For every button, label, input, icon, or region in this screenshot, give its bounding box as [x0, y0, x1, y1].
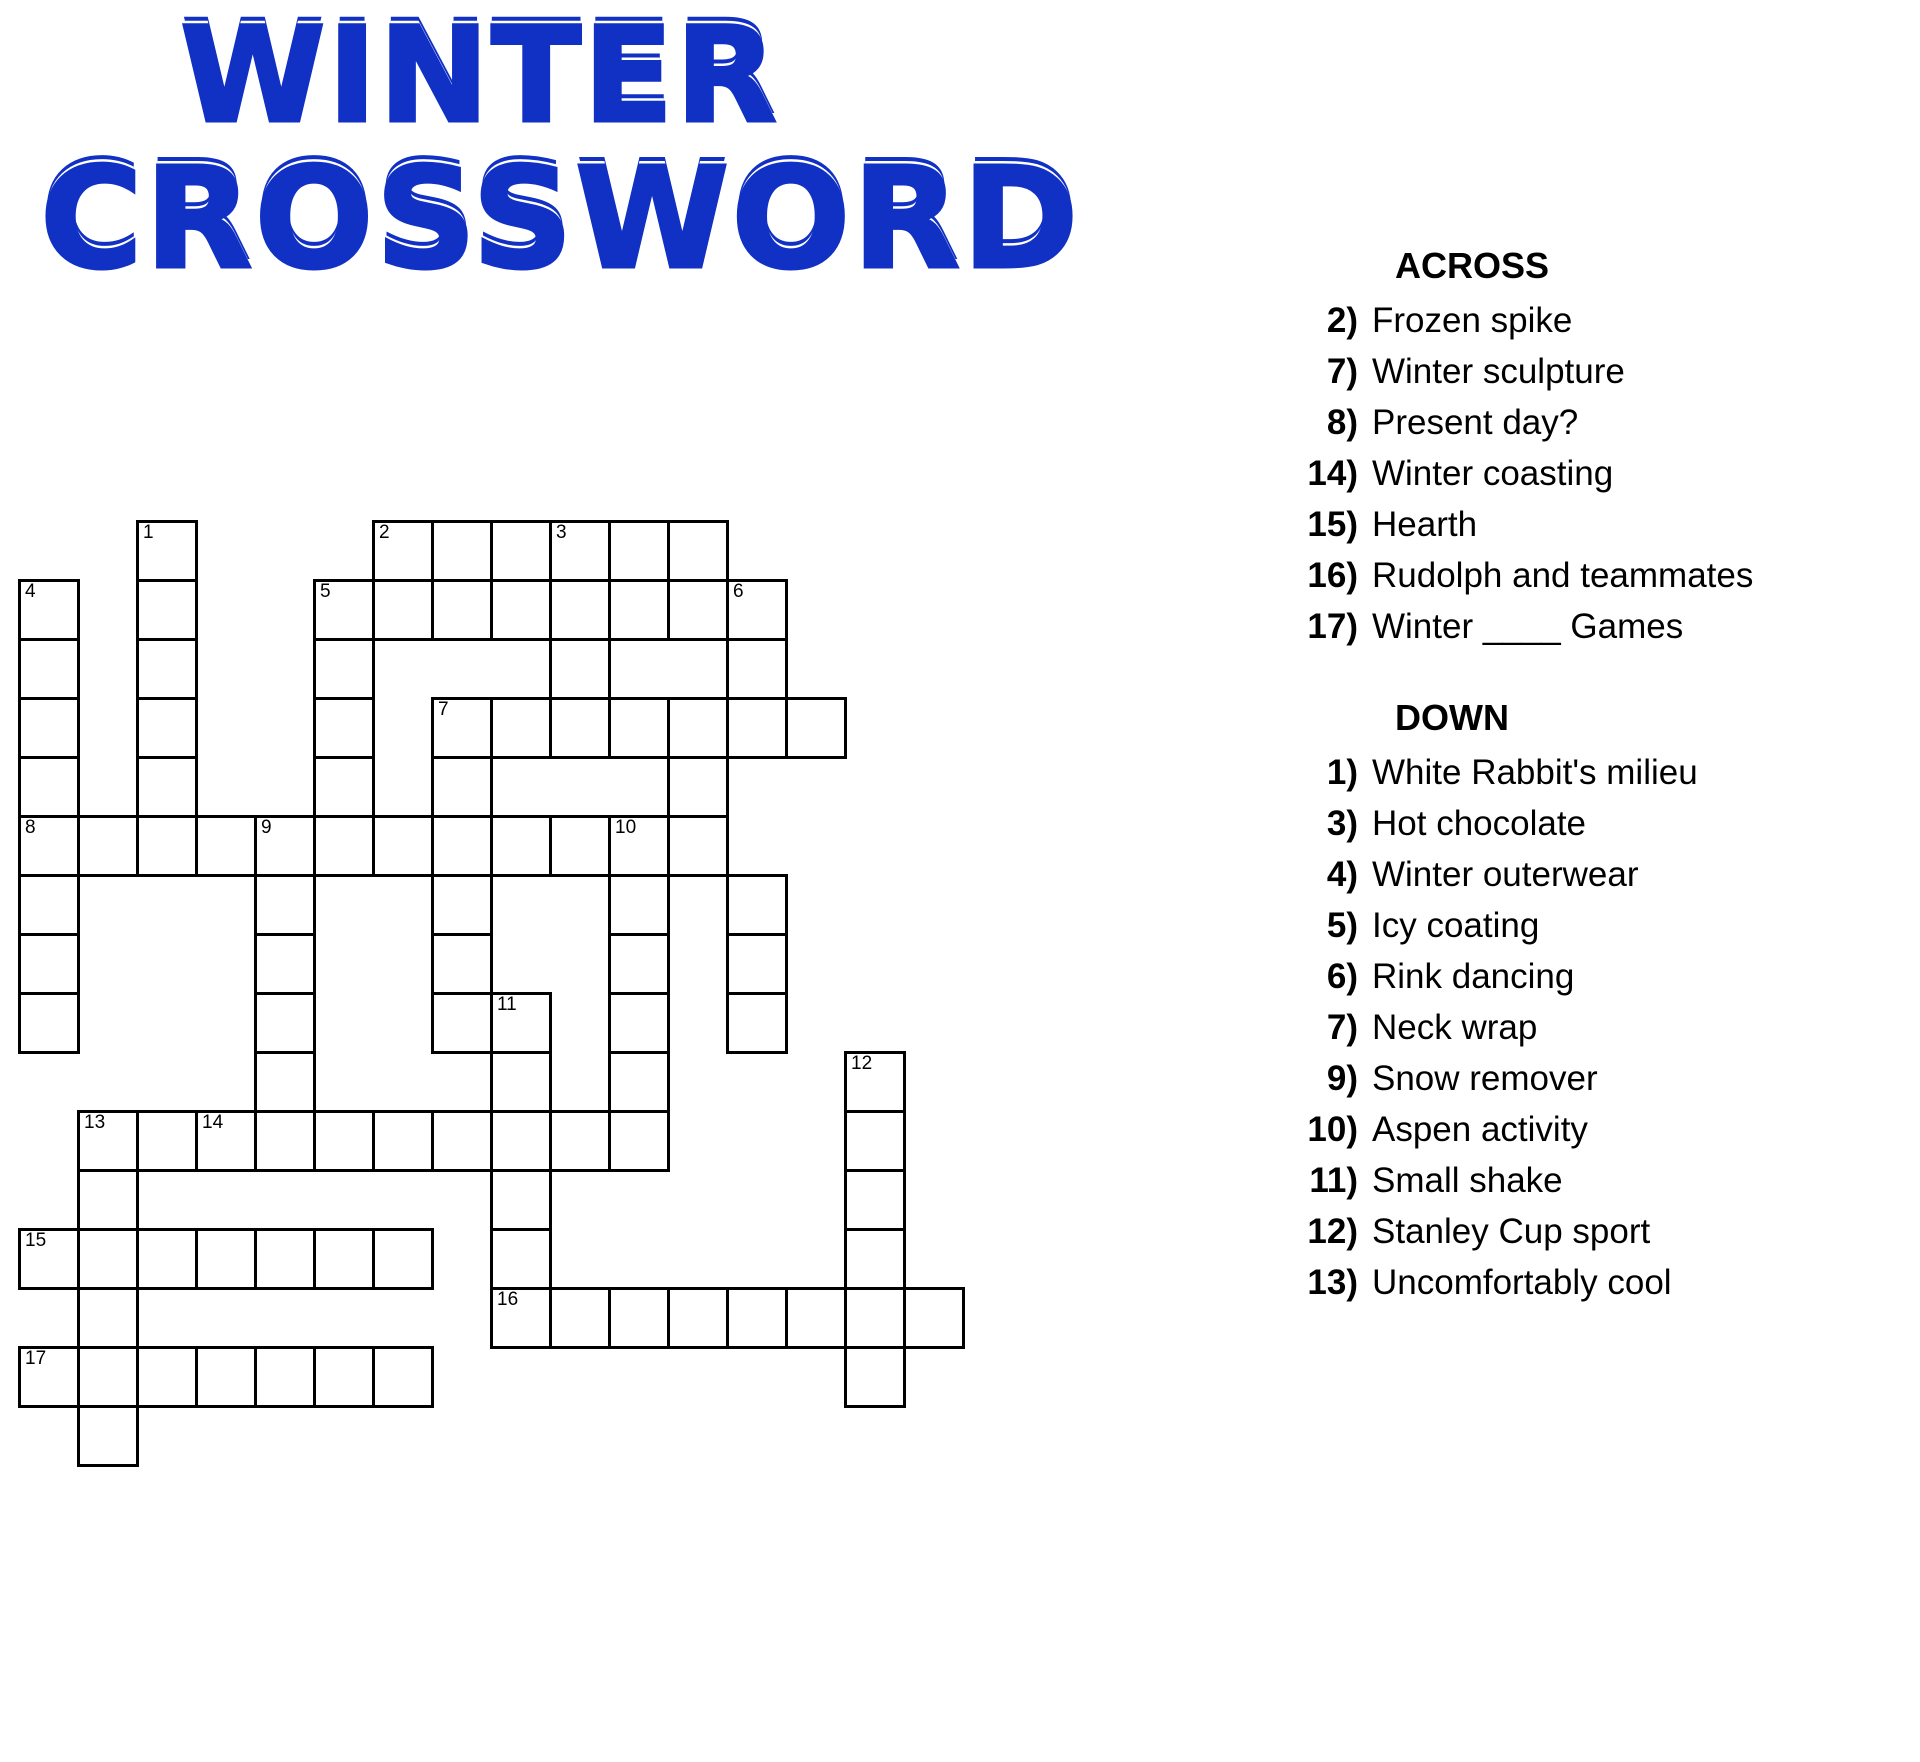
- clue-text: Winter sculpture: [1372, 352, 1625, 391]
- grid-cell[interactable]: [608, 874, 670, 936]
- clue-across-item: [1290, 556, 1910, 596]
- grid-cell[interactable]: [549, 815, 611, 877]
- grid-cell[interactable]: [77, 1287, 139, 1349]
- clue-text: Neck wrap: [1372, 1008, 1538, 1047]
- grid-cell-number: 4: [25, 581, 36, 602]
- clue-text: Hot chocolate: [1372, 804, 1587, 843]
- grid-cell[interactable]: [903, 1287, 965, 1349]
- grid-cell[interactable]: [667, 815, 729, 877]
- grid-cell[interactable]: [726, 638, 788, 700]
- grid-cell-number: 3: [556, 522, 567, 543]
- down-heading: DOWN: [1395, 697, 1509, 738]
- grid-cell[interactable]: [254, 815, 316, 877]
- grid-cell[interactable]: [18, 579, 80, 641]
- clue-number: 10): [1307, 1110, 1358, 1149]
- grid-cell-number: 5: [320, 581, 331, 602]
- grid-cell-number: 1: [143, 522, 154, 543]
- clue-text: Stanley Cup sport: [1372, 1212, 1651, 1251]
- grid-cell[interactable]: [608, 520, 670, 582]
- grid-cell[interactable]: [195, 1228, 257, 1290]
- grid-cell-number: 11: [497, 994, 517, 1015]
- clue-down-item: [1290, 1059, 1910, 1099]
- grid-cell[interactable]: [254, 1110, 316, 1172]
- grid-cell[interactable]: [372, 520, 434, 582]
- grid-cell[interactable]: [549, 638, 611, 700]
- grid-cell[interactable]: [608, 992, 670, 1054]
- clue-text: Frozen spike: [1372, 301, 1573, 340]
- clue-across-item: [1290, 301, 1910, 341]
- clue-number: 16): [1307, 556, 1358, 595]
- grid-cell[interactable]: [549, 520, 611, 582]
- grid-cell[interactable]: [431, 579, 493, 641]
- title-line-crossword: CROSSWORD: [40, 138, 1081, 301]
- grid-cell[interactable]: [726, 874, 788, 936]
- clue-number: 7): [1326, 1008, 1358, 1047]
- grid-cell-number: 6: [733, 581, 744, 602]
- grid-cell-number: 2: [379, 522, 390, 543]
- grid-cell[interactable]: [254, 933, 316, 995]
- grid-cell[interactable]: [608, 933, 670, 995]
- grid-cell[interactable]: [18, 697, 80, 759]
- clue-down-item: [1290, 753, 1910, 793]
- grid-cell[interactable]: [136, 756, 198, 818]
- grid-cell[interactable]: [667, 1287, 729, 1349]
- across-clue-list: [1290, 301, 1910, 647]
- grid-cell[interactable]: [77, 1346, 139, 1408]
- clue-number: 17): [1307, 607, 1358, 646]
- grid-cell-number: 17: [25, 1348, 47, 1369]
- grid-cell[interactable]: [785, 1287, 847, 1349]
- grid-cell-number: 9: [261, 817, 272, 838]
- grid-cell[interactable]: [608, 1110, 670, 1172]
- clue-across-item: [1290, 403, 1910, 443]
- grid-cell[interactable]: [431, 756, 493, 818]
- grid-cell[interactable]: [608, 579, 670, 641]
- grid-cell-number: 8: [25, 817, 36, 838]
- clue-panel: [1290, 245, 1910, 1314]
- grid-cell[interactable]: [136, 815, 198, 877]
- grid-cell[interactable]: [490, 1169, 552, 1231]
- clue-text: Small shake: [1372, 1161, 1563, 1200]
- clue-down-item: [1290, 1008, 1910, 1048]
- clue-text: Rudolph and teammates: [1372, 556, 1754, 595]
- grid-cell-number: 13: [84, 1112, 106, 1133]
- grid-cell[interactable]: [136, 579, 198, 641]
- grid-cell-number: 10: [615, 817, 637, 838]
- clue-across-item: [1290, 505, 1910, 545]
- clue-number: 9): [1326, 1059, 1358, 1098]
- clue-number: 7): [1326, 352, 1358, 391]
- grid-cell[interactable]: [431, 933, 493, 995]
- grid-cell[interactable]: [136, 520, 198, 582]
- grid-cell[interactable]: [844, 1051, 906, 1113]
- grid-cell[interactable]: [431, 1110, 493, 1172]
- grid-cell[interactable]: [254, 874, 316, 936]
- grid-cell[interactable]: [726, 1287, 788, 1349]
- grid-cell[interactable]: [490, 1287, 552, 1349]
- across-heading: ACROSS: [1395, 245, 1550, 286]
- clue-down-item: [1290, 855, 1910, 895]
- grid-cell[interactable]: [254, 1228, 316, 1290]
- clue-text: Rink dancing: [1372, 957, 1575, 996]
- clue-across-item: [1290, 454, 1910, 494]
- grid-cell[interactable]: [372, 815, 434, 877]
- grid-cell[interactable]: [77, 1405, 139, 1467]
- clue-text: Hearth: [1372, 505, 1478, 544]
- grid-cell[interactable]: [313, 756, 375, 818]
- grid-cell[interactable]: [254, 992, 316, 1054]
- clue-text: Uncomfortably cool: [1372, 1263, 1672, 1302]
- title-line-winter: WINTER: [180, 0, 780, 153]
- grid-cell[interactable]: [136, 1228, 198, 1290]
- clue-number: 11): [1309, 1161, 1358, 1200]
- grid-cell[interactable]: [844, 1228, 906, 1290]
- grid-cell-number: 14: [202, 1112, 224, 1133]
- clue-number: 12): [1307, 1212, 1358, 1251]
- grid-cell[interactable]: [18, 1228, 80, 1290]
- clue-text: White Rabbit's milieu: [1372, 753, 1698, 792]
- grid-cell[interactable]: [136, 638, 198, 700]
- grid-cell[interactable]: [77, 1228, 139, 1290]
- grid-cell[interactable]: [844, 1169, 906, 1231]
- clue-down-item: [1290, 1263, 1910, 1303]
- grid-cell[interactable]: [844, 1346, 906, 1408]
- grid-cell[interactable]: [313, 697, 375, 759]
- grid-cell[interactable]: [313, 815, 375, 877]
- grid-cell[interactable]: [549, 697, 611, 759]
- grid-cell[interactable]: [372, 1228, 434, 1290]
- grid-cell[interactable]: [372, 1346, 434, 1408]
- grid-cell[interactable]: [313, 1228, 375, 1290]
- grid-cell[interactable]: [726, 579, 788, 641]
- grid-cell[interactable]: [136, 1346, 198, 1408]
- grid-cell[interactable]: [77, 1110, 139, 1172]
- clue-down-item: [1290, 804, 1910, 844]
- grid-cell[interactable]: [431, 992, 493, 1054]
- grid-cell[interactable]: [431, 874, 493, 936]
- grid-cell[interactable]: [431, 815, 493, 877]
- grid-cell[interactable]: [549, 1110, 611, 1172]
- grid-cell-number: 7: [438, 699, 449, 720]
- grid-cell[interactable]: [77, 1169, 139, 1231]
- clue-down-item: [1290, 906, 1910, 946]
- grid-cell[interactable]: [136, 1110, 198, 1172]
- grid-cell[interactable]: [490, 697, 552, 759]
- grid-cell[interactable]: [254, 1051, 316, 1113]
- clue-number: 5): [1326, 906, 1358, 945]
- clue-down-item: [1290, 1110, 1910, 1150]
- grid-cell[interactable]: [490, 1110, 552, 1172]
- grid-cell[interactable]: [18, 933, 80, 995]
- grid-cell[interactable]: [667, 520, 729, 582]
- grid-cell[interactable]: [431, 697, 493, 759]
- grid-cell[interactable]: [667, 697, 729, 759]
- clue-number: 3): [1326, 804, 1358, 843]
- grid-cell[interactable]: [726, 933, 788, 995]
- grid-cell[interactable]: [195, 815, 257, 877]
- clue-across-item: [1290, 352, 1910, 392]
- grid-cell[interactable]: [313, 579, 375, 641]
- grid-cell[interactable]: [18, 638, 80, 700]
- grid-cell-number: 16: [497, 1289, 519, 1310]
- grid-cell[interactable]: [844, 1287, 906, 1349]
- grid-cell-number: 12: [851, 1053, 873, 1074]
- clue-text: Winter ____ Games: [1372, 607, 1684, 646]
- grid-cell[interactable]: [490, 992, 552, 1054]
- clue-text: Winter outerwear: [1372, 855, 1639, 894]
- grid-cell[interactable]: [136, 697, 198, 759]
- grid-cell[interactable]: [549, 1287, 611, 1349]
- clue-down-item: [1290, 1212, 1910, 1252]
- clue-number: 6): [1326, 957, 1358, 996]
- grid-cell[interactable]: [726, 697, 788, 759]
- grid-cell[interactable]: [18, 815, 80, 877]
- grid-cell[interactable]: [18, 756, 80, 818]
- clue-text: Aspen activity: [1372, 1110, 1588, 1149]
- grid-cell[interactable]: [667, 756, 729, 818]
- grid-cell[interactable]: [490, 1051, 552, 1113]
- grid-cell[interactable]: [313, 1110, 375, 1172]
- clue-number: 13): [1307, 1263, 1358, 1302]
- grid-cell[interactable]: [18, 992, 80, 1054]
- down-clue-list: [1290, 753, 1910, 1303]
- grid-cell[interactable]: [195, 1110, 257, 1172]
- grid-cell[interactable]: [667, 579, 729, 641]
- grid-cell[interactable]: [608, 1051, 670, 1113]
- grid-cell[interactable]: [490, 815, 552, 877]
- clue-down-item: [1290, 957, 1910, 997]
- grid-cell[interactable]: [785, 697, 847, 759]
- clue-across-item: [1290, 607, 1910, 647]
- clue-number: 1): [1326, 753, 1358, 792]
- grid-cell[interactable]: [18, 1346, 80, 1408]
- grid-cell[interactable]: [195, 1346, 257, 1408]
- clue-number: 15): [1307, 505, 1358, 544]
- grid-cell[interactable]: [313, 638, 375, 700]
- grid-cell[interactable]: [608, 815, 670, 877]
- worksheet-title: [40, 0, 1081, 301]
- grid-cell[interactable]: [490, 579, 552, 641]
- grid-cell[interactable]: [77, 815, 139, 877]
- grid-cell[interactable]: [254, 1346, 316, 1408]
- clue-number: 4): [1326, 855, 1358, 894]
- clue-text: Snow remover: [1372, 1059, 1598, 1098]
- grid-cell[interactable]: [18, 874, 80, 936]
- clue-number: 14): [1307, 454, 1358, 493]
- clue-text: Present day?: [1372, 403, 1579, 442]
- grid-cell-number: 15: [25, 1230, 47, 1251]
- clue-text: Icy coating: [1372, 906, 1540, 945]
- grid-cell[interactable]: [608, 1287, 670, 1349]
- clue-text: Winter coasting: [1372, 454, 1614, 493]
- grid-cell[interactable]: [490, 1228, 552, 1290]
- grid-cell[interactable]: [726, 992, 788, 1054]
- grid-cell[interactable]: [608, 697, 670, 759]
- grid-cell[interactable]: [431, 520, 493, 582]
- grid-cell[interactable]: [549, 579, 611, 641]
- clue-number: 8): [1326, 403, 1358, 442]
- clue-down-item: [1290, 1161, 1910, 1201]
- clue-number: 2): [1326, 301, 1358, 340]
- grid-cell[interactable]: [313, 1346, 375, 1408]
- grid-cell[interactable]: [844, 1110, 906, 1172]
- grid-cell[interactable]: [490, 520, 552, 582]
- grid-cell[interactable]: [372, 579, 434, 641]
- grid-cell[interactable]: [372, 1110, 434, 1172]
